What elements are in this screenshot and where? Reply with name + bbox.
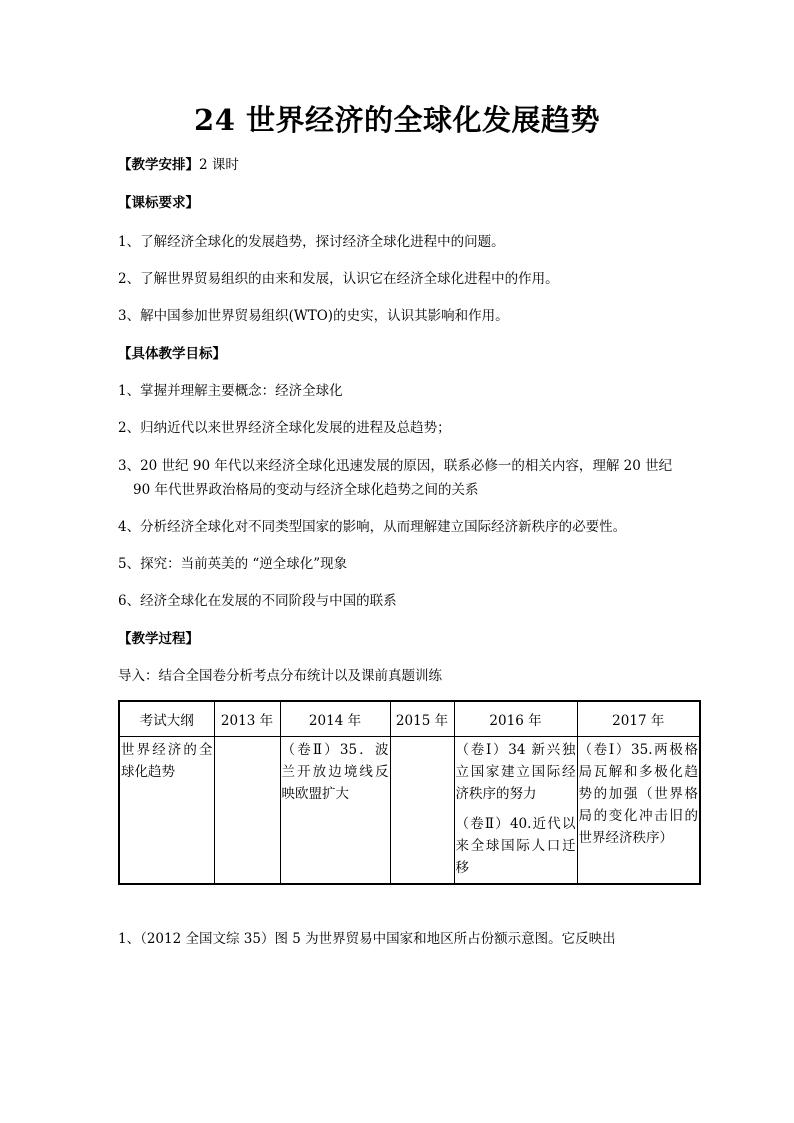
arrangement-value: 2 课时 — [199, 157, 239, 173]
question-1: 1、（2012 全国文综 35）图 5 为世界贸易中国家和地区所占份额示意图。它反映出 — [118, 931, 616, 947]
table-row — [119, 737, 700, 885]
exam-distribution-table — [118, 700, 701, 885]
table-header-row — [119, 701, 700, 737]
objectives-item-1: 1、掌握并理解主要概念：经济全球化 — [118, 383, 343, 399]
objectives-item-5: 5、探究：当前英美的 “逆全球化”现象 — [118, 556, 348, 572]
cell-text: （卷Ⅱ）35．波兰开放边境线反映欧盟扩大 — [281, 742, 389, 802]
objectives-item-3-cont: 90 年代世界政治格局的变动与经济全球化趋势之间的关系 — [133, 482, 479, 498]
objectives-item-4: 4、分析经济全球化对不同类型国家的影响，从而理解建立国际经济新秩序的必要性。 — [118, 519, 627, 535]
objectives-item-2: 2、归纳近代以来世界经济全球化发展的进程及总趋势； — [118, 420, 451, 436]
table-header-cell: 考试大纲 — [119, 701, 214, 737]
process-heading: 【教学过程】 — [118, 631, 199, 647]
table-cell — [280, 737, 390, 885]
table-header-cell: 2016 年 — [454, 701, 577, 737]
table-header-cell: 2015 年 — [390, 701, 454, 737]
standards-item-1: 1、了解经济全球化的发展趋势，探讨经济全球化进程中的问题。 — [118, 234, 505, 250]
cell-text: （卷Ⅰ）34 新兴独立国家建立国际经济秩序的努力 — [455, 742, 576, 802]
cell-text: （卷Ⅰ）35.两极格局瓦解和多极化趋势的加强（世界格局的变化冲击旧的世界经济秩序） — [578, 742, 698, 846]
page-title: 24 世界经济的全球化发展趋势 — [194, 103, 600, 137]
table-cell — [577, 737, 700, 885]
table-cell — [119, 737, 214, 885]
table-cell — [454, 737, 577, 885]
objectives-heading: 【具体教学目标】 — [118, 346, 226, 362]
cell-text: （卷Ⅱ）40.近代以来全球国际人口迁移 — [455, 816, 576, 876]
standards-item-2: 2、了解世界贸易组织的由来和发展，认识它在经济全球化进程中的作用。 — [118, 271, 559, 287]
objectives-item-3: 3、20 世纪 90 年代以来经济全球化迅速发展的原因，联系必修一的相关内容，理解 20 世纪 — [118, 458, 673, 474]
table-header-cell: 2013 年 — [214, 701, 280, 737]
table-header-cell: 2017 年 — [577, 701, 700, 737]
process-intro: 导入：结合全国卷分析考点分布统计以及课前真题训练 — [118, 668, 442, 684]
table-cell — [390, 737, 454, 885]
table-header-cell: 2014 年 — [280, 701, 390, 737]
table-cell — [214, 737, 280, 885]
standards-heading: 【课标要求】 — [118, 195, 199, 211]
objectives-item-6: 6、经济全球化在发展的不同阶段与中国的联系 — [118, 593, 397, 609]
standards-item-3: 3、解中国参加世界贸易组织(WTO)的史实，认识其影响和作用。 — [118, 308, 509, 324]
arrangement-label: 【教学安排】 — [118, 157, 199, 173]
cell-text: 世界经济的全球化趋势 — [121, 742, 213, 780]
teaching-arrangement — [118, 156, 239, 174]
